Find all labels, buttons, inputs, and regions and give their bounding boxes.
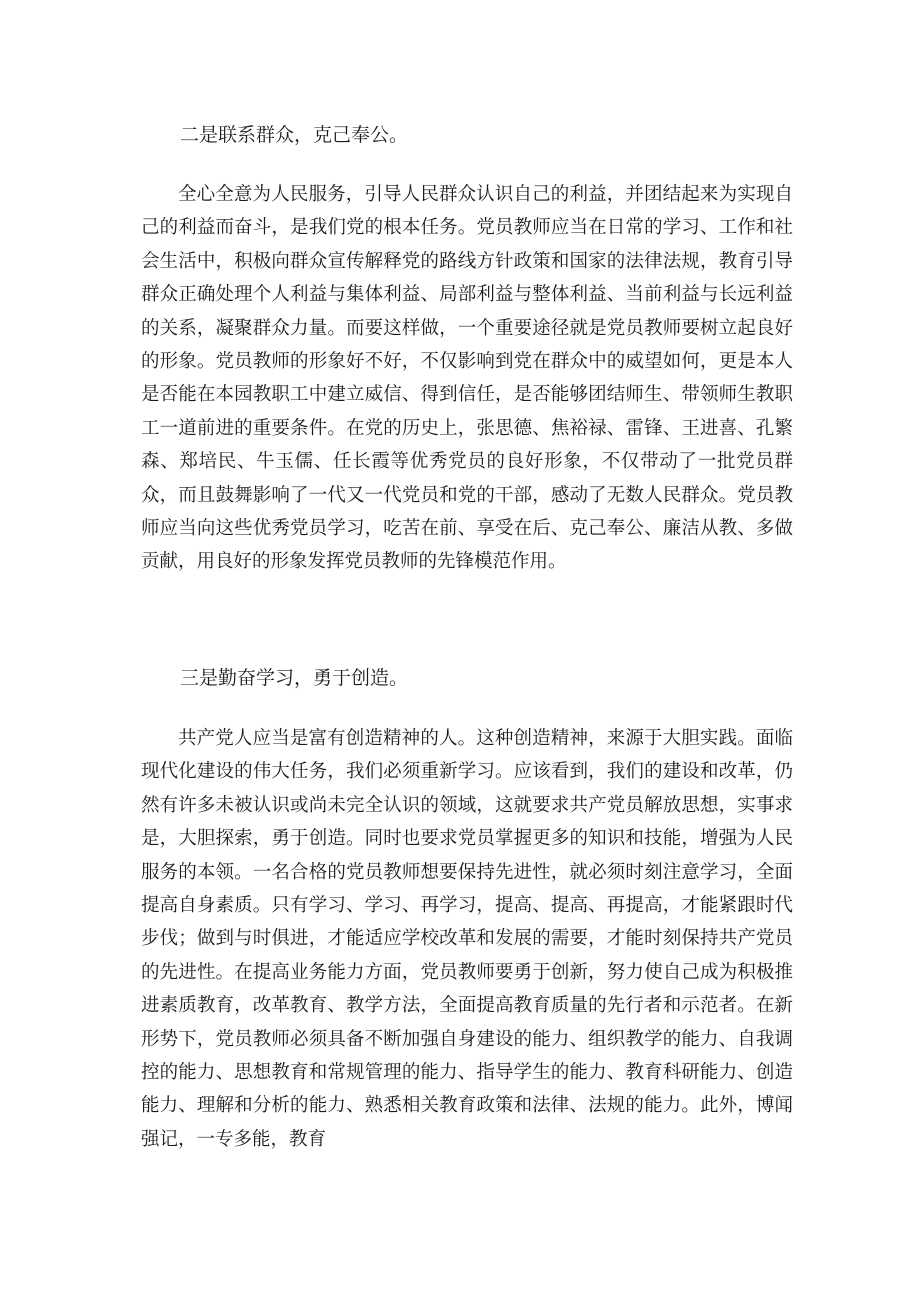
section-paragraph-contact-masses: 全心全意为人民服务，引导人民群众认识自己的利益，并团结起来为实现自己的利益而奋斗，是我们党的根本任务。党员教师应当在日常的学习、工作和社会生活中，积极向群众宣传解释党的路线方针政策和国家的法律法规，教育引导群众正确处理个人利益与集体利益、局部利益与整体利益、当前利益与长远利益的关系，凝聚群众力量。而要这样做，一个重要途径就是党员教师要树立起良好的形象。党员教师的形象好不好，不仅影响到党在群众中的威望如何，更是本人是否能在本园教职工中建立威信、得到信任，是否能够团结师生、带领师生教职工一道前进的重要条件。在党的历史上，张思德、焦裕禄、雷锋、王进喜、孔繁森、郑培民、牛玉儒、任长霞等优秀党员的良好形象，不仅带动了一批党员群众，而且鼓舞影响了一代又一代党员和党的干部，感动了无数人民群众。党员教师应当向这些优秀党员学习，吃苦在前、享受在后、克己奉公、廉洁从教、多做贡献，用良好的形象发挥党员教师的先锋模范作用。 bbox=[141, 184, 793, 573]
section-paragraph-diligent-study: 共产党人应当是富有创造精神的人。这种创造精神，来源于大胆实践。面临现代化建设的伟大任务，我们必须重新学习。应该看到，我们的建设和改革，仍然有许多未被认识或尚未完全认识的领域，这就要求共产党员解放思想，实事求是，大胆探索，勇于创造。同时也要求党员掌握更多的知识和技能，增强为人民服务的本领。一名合格的党员教师想要保持先进性，就必须时刻注意学习，全面提高自身素质。只有学习、学习、再学习，提高、提高、再提高，才能紧跟时代步伐；做到与时俱进，才能适应学校改革和发展的需要，才能时刻保持共产党员的先进性。在提高业务能力方面，党员教师要勇于创新，努力使自己成为积极推进素质教育，改革教育、教学方法，全面提高教育质量的先行者和示范者。在新形势下，党员教师必须具备不断加强自身建设的能力、组织教学的能力、自我调控的能力、思想教育和常规管理的能力、指导学生的能力、教育科研能力、创造能力、理解和分析的能力、熟悉相关教育政策和法律、法规的能力。此外，博闻强记，一专多能，教育 bbox=[141, 728, 793, 1150]
section-heading-contact-masses: 二是联系群众，克己奉公。 bbox=[180, 124, 409, 146]
section-heading-diligent-study: 三是勤奋学习，勇于创造。 bbox=[180, 667, 409, 689]
